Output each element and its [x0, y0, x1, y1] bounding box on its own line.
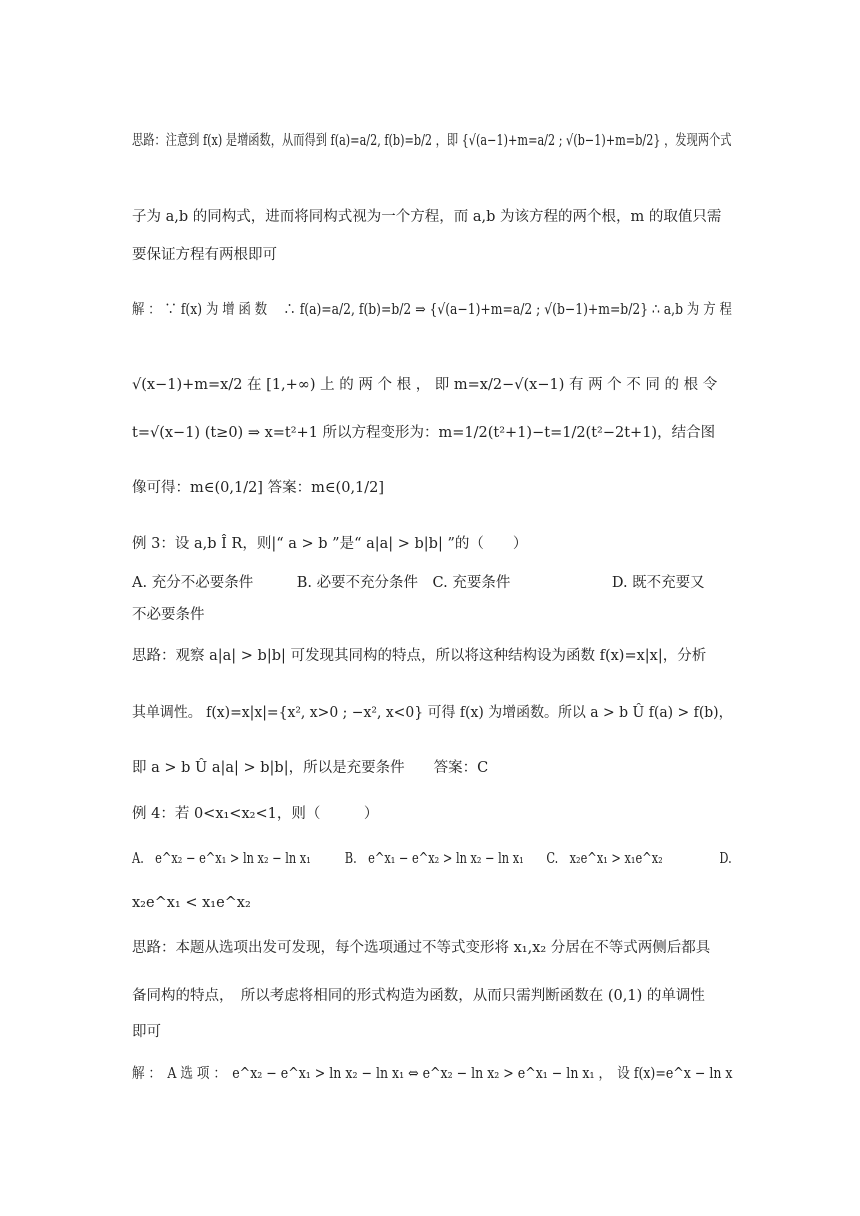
- paragraph-11: 思路：观察 a|a| > b|b| 可发现其同构的特点，所以将这种结构设为函数 f(x)=x|x|，分析: [132, 648, 707, 664]
- example-3-options-cont: 不必要条件: [132, 607, 205, 623]
- paragraph-6: t=√(x−1) (t≥0) ⇒ x=t²+1 所以方程变形为：m=1/2(t²+1)−t=1/2(t²−2t+1)，结合图: [132, 425, 716, 441]
- example-4-options: A. e^x₂ − e^x₁ > ln x₂ − ln x₁ B. e^x₁ − e^x₂ > ln x₂ − ln x₁ C. x₂e^x₁ > x₁e^x₂ D.: [132, 851, 732, 867]
- paragraph-2: 子为 a,b 的同构式，进而将同构式视为一个方程，而 a,b 为该方程的两个根，m 的取值只需: [132, 209, 722, 225]
- paragraph-17: 思路：本题从选项出发可发现，每个选项通过不等式变形将 x₁,x₂ 分居在不等式两侧后都具: [132, 940, 711, 956]
- paragraph-20: 解 ： A 选 项 ： e^x₂ − e^x₁ > ln x₂ − ln x₁ ⇔ e^x₂ − ln x₂ > e^x₁ − ln x₁ ， 设 f(x)=e^x − ln x: [132, 1066, 733, 1082]
- example-3-question: 例 3：设 a,b Î R，则|“ a > b ”是“ a|a| > b|b| ”的（ ）: [132, 536, 528, 552]
- example-3-options: A. 充分不必要条件 B. 必要不充分条件 C. 充要条件 D. 既不充要又: [132, 575, 705, 591]
- paragraph-4: 解 ： ∵ f(x) 为 增 函 数 ∴ f(a)=a/2, f(b)=b/2 ⇒ {√(a−1)+m=a/2 ; √(b−1)+m=b/2} ∴ a,b 为 方 程: [132, 302, 732, 318]
- paragraph-7: 像可得：m∈(0,1/2] 答案：m∈(0,1/2]: [132, 480, 385, 496]
- paragraph-3: 要保证方程有两根即可: [132, 247, 277, 263]
- paragraph-1: 思路：注意到 f(x) 是增函数，从而得到 f(a)=a/2, f(b)=b/2 ，即 {√(a−1)+m=a/2 ; √(b−1)+m=b/2} ，发现两个式: [132, 133, 732, 149]
- paragraph-19: 即可: [132, 1024, 161, 1040]
- paragraph-18: 备同构的特点， 所以考虑将相同的形式构造为函数，从而只需判断函数在 (0,1) 的单调性: [132, 988, 705, 1004]
- example-4-option-d: x₂e^x₁ < x₁e^x₂: [132, 895, 251, 911]
- paragraph-5: √(x−1)+m=x/2 在 [1,+∞) 上 的 两 个 根 ， 即 m=x/2−√(x−1) 有 两 个 不 同 的 根 令: [132, 377, 718, 393]
- paragraph-13: 即 a > b Û a|a| > b|b|，所以是充要条件 答案：C: [132, 760, 489, 776]
- paragraph-12: 其单调性。 f(x)=x|x|={x², x>0 ; −x², x<0} 可得 f(x) 为增函数。所以 a > b Û f(a) > f(b)，: [132, 705, 733, 721]
- example-4-question: 例 4：若 0<x₁<x₂<1，则（ ）: [132, 806, 379, 822]
